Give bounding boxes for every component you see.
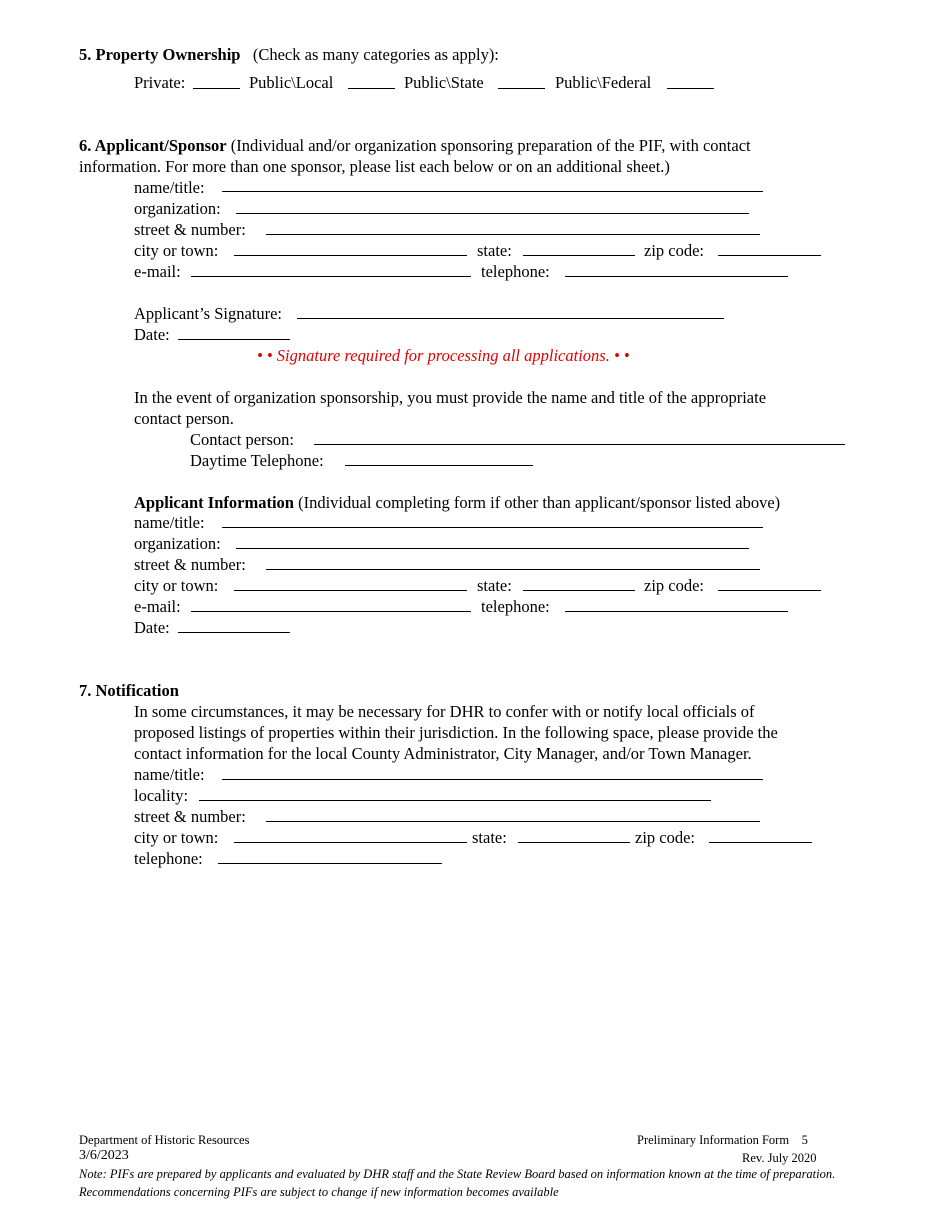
sponsor-name-field[interactable] <box>222 191 763 192</box>
official-street-field[interactable] <box>266 821 760 822</box>
daytime-telephone-field[interactable] <box>345 465 533 466</box>
sponsor-org-label: organization: <box>134 199 221 218</box>
contact-person-label: Contact person: <box>190 430 295 449</box>
sponsor-city-label: city or town: <box>134 241 219 260</box>
section-6-intro-1: (Individual and/or organization sponsoring preparation of the PIF, with contact <box>230 136 751 155</box>
official-locality-label: locality: <box>134 786 189 805</box>
ownership-state-field[interactable] <box>498 88 545 89</box>
applicant-email-field[interactable] <box>191 611 471 612</box>
footer-dept: Department of Historic Resources <box>79 1133 250 1147</box>
daytime-telephone-label: Daytime Telephone: <box>190 451 324 470</box>
sponsor-zip-label: zip code: <box>644 241 705 260</box>
org-note-2: contact person. <box>134 409 234 428</box>
sponsor-street-label: street & number: <box>134 220 246 239</box>
ownership-local-field[interactable] <box>348 88 395 89</box>
official-city-field[interactable] <box>234 842 467 843</box>
applicant-city-label: city or town: <box>134 576 219 595</box>
applicant-zip-label: zip code: <box>644 576 705 595</box>
applicant-city-field[interactable] <box>234 590 467 591</box>
official-zip-label: zip code: <box>635 828 696 847</box>
footer-form-name: Preliminary Information Form <box>637 1133 790 1147</box>
signature-date-label: Date: <box>134 325 170 344</box>
footer-note-2: Recommendations concerning PIFs are subject to change if new information becomes available <box>79 1185 559 1199</box>
ownership-federal-label: Public\Federal <box>555 73 652 92</box>
section-5-note: (Check as many categories as apply): <box>252 45 499 64</box>
official-state-field[interactable] <box>518 842 630 843</box>
footer-note-1: Note: PIFs are prepared by applicants and evaluated by DHR staff and the State Review Board based on information known at the time of preparation. <box>79 1167 836 1181</box>
section-5-header <box>79 44 499 65</box>
applicant-state-field[interactable] <box>523 590 635 591</box>
applicant-date-field[interactable] <box>178 632 290 633</box>
applicant-info-note: (Individual completing form if other than applicant/sponsor listed above) <box>298 493 781 512</box>
applicant-telephone-label: telephone: <box>481 597 550 616</box>
applicant-date-label: Date: <box>134 618 170 637</box>
section-6-heading: 6. Applicant/Sponsor <box>79 136 227 155</box>
contact-person-field[interactable] <box>314 444 845 445</box>
applicant-street-field[interactable] <box>266 569 760 570</box>
signature-label: Applicant’s Signature: <box>134 304 283 323</box>
sponsor-zip-field[interactable] <box>718 255 821 256</box>
ownership-private-label: Private: <box>134 73 186 92</box>
sponsor-state-field[interactable] <box>523 255 635 256</box>
signature-required-notice: • • Signature required for processing all applications. • • <box>257 346 630 365</box>
applicant-email-label: e-mail: <box>134 597 181 616</box>
applicant-info-heading: Applicant Information <box>134 493 294 512</box>
footer-page-number: 5 <box>801 1133 808 1147</box>
footer-revision: Rev. July 2020 <box>742 1151 817 1165</box>
applicant-name-label: name/title: <box>134 513 205 532</box>
sponsor-street-field[interactable] <box>266 234 760 235</box>
official-city-label: city or town: <box>134 828 219 847</box>
section-6-intro-2: information. For more than one sponsor, please list each below or on an additional sheet.) <box>79 157 670 176</box>
ownership-local-label: Public\Local <box>249 73 334 92</box>
sponsor-email-label: e-mail: <box>134 262 181 281</box>
footer-form-title <box>637 1132 808 1148</box>
section-7-para-3: contact information for the local County Administrator, City Manager, and/or Town Manager. <box>134 744 752 763</box>
section-7-para-1: In some circumstances, it may be necessary for DHR to confer with or notify local officials of <box>134 702 755 721</box>
official-zip-field[interactable] <box>709 842 812 843</box>
sponsor-telephone-field[interactable] <box>565 276 788 277</box>
org-note-1: In the event of organization sponsorship, you must provide the name and title of the appropriate <box>134 388 767 407</box>
section-7-para-2: proposed listings of properties within their jurisdiction. In the following space, please provide the <box>134 723 778 742</box>
sponsor-name-label: name/title: <box>134 178 205 197</box>
applicant-org-field[interactable] <box>236 548 749 549</box>
section-6-header <box>79 135 751 156</box>
section-7-heading: 7. Notification <box>79 681 179 700</box>
official-telephone-field[interactable] <box>218 863 442 864</box>
applicant-zip-field[interactable] <box>718 590 821 591</box>
sponsor-state-label: state: <box>477 241 512 260</box>
sponsor-telephone-label: telephone: <box>481 262 550 281</box>
ownership-federal-field[interactable] <box>667 88 714 89</box>
sponsor-email-field[interactable] <box>191 276 471 277</box>
official-telephone-label: telephone: <box>134 849 203 868</box>
official-state-label: state: <box>472 828 507 847</box>
footer-date: 3/6/2023 <box>79 1148 129 1163</box>
applicant-state-label: state: <box>477 576 512 595</box>
sponsor-city-field[interactable] <box>234 255 467 256</box>
applicant-telephone-field[interactable] <box>565 611 788 612</box>
official-locality-field[interactable] <box>199 800 711 801</box>
applicant-street-label: street & number: <box>134 555 246 574</box>
applicant-info-header <box>134 492 780 513</box>
official-name-field[interactable] <box>222 779 763 780</box>
section-5-heading: 5. Property Ownership <box>79 45 241 64</box>
applicant-org-label: organization: <box>134 534 221 553</box>
applicant-name-field[interactable] <box>222 527 763 528</box>
ownership-state-label: Public\State <box>404 73 484 92</box>
signature-field[interactable] <box>297 318 724 319</box>
official-name-label: name/title: <box>134 765 205 784</box>
ownership-private-field[interactable] <box>193 88 240 89</box>
sponsor-org-field[interactable] <box>236 213 749 214</box>
signature-date-field[interactable] <box>178 339 290 340</box>
official-street-label: street & number: <box>134 807 246 826</box>
